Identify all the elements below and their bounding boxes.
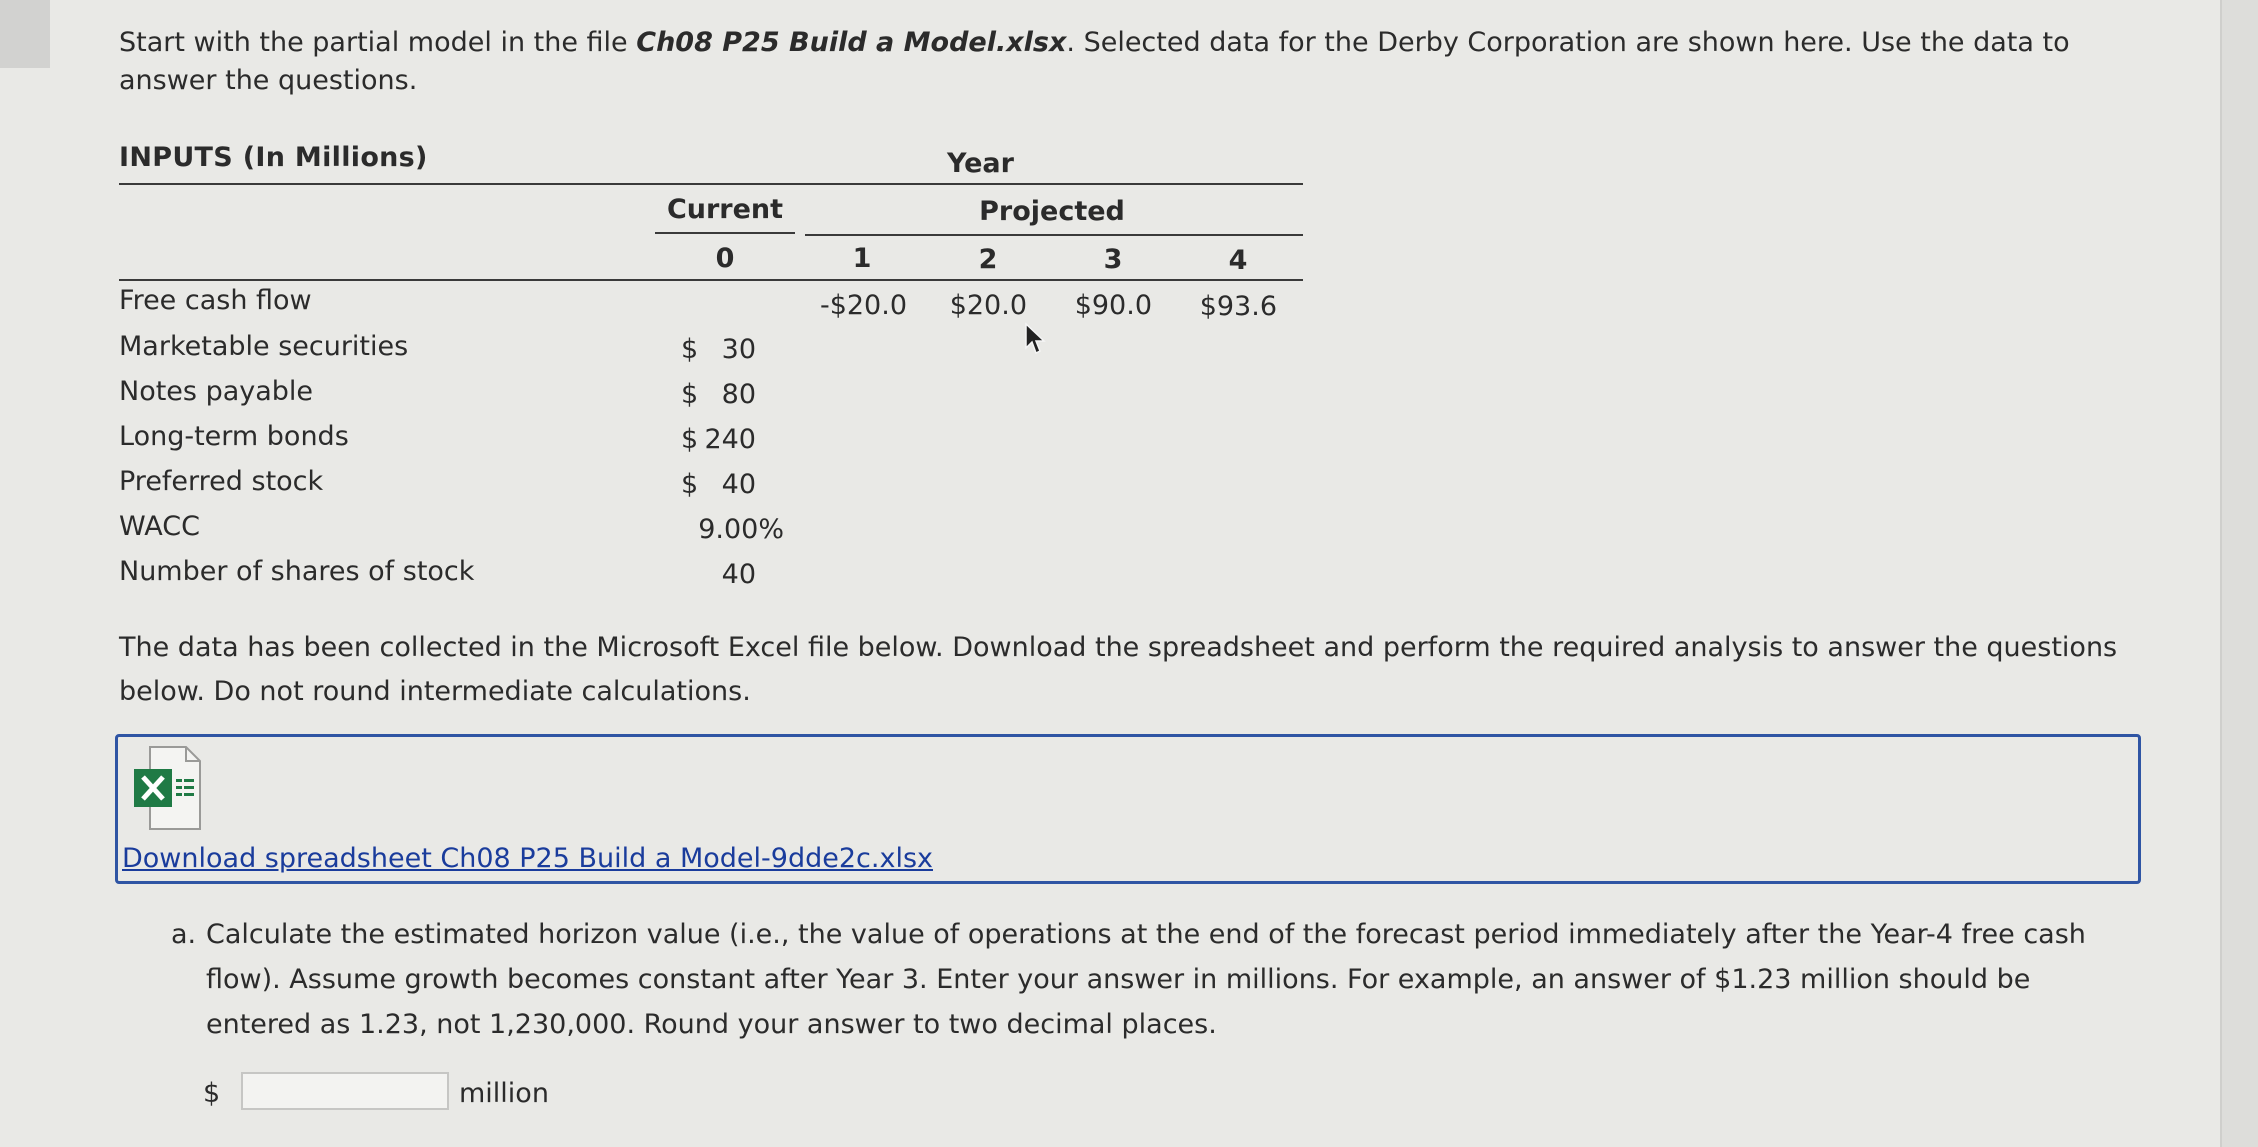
download-spreadsheet-link[interactable]: Download spreadsheet Ch08 P25 Build a Model-9dde2c.xlsx	[122, 843, 933, 874]
long-term-bonds-value: 240	[704, 424, 756, 455]
currency-symbol: $	[681, 379, 699, 410]
year-number: 0	[715, 243, 735, 274]
year-header: Year	[947, 148, 1014, 179]
currency-symbol: $	[681, 334, 699, 365]
year-number: 1	[852, 243, 872, 274]
row-label-notes-payable: Notes payable	[119, 376, 314, 407]
fcf-year-2: $20.0	[949, 290, 1027, 321]
notes-payable-value: 80	[721, 379, 756, 410]
year-number: 4	[1228, 245, 1248, 276]
fcf-year-1: -$20.0	[819, 290, 907, 321]
preferred-stock-value: 40	[721, 469, 756, 500]
mouse-pointer-icon	[1024, 322, 1046, 356]
question-text: Calculate the estimated horizon value (i.e., the value of operations at the end of the forecast period immediately after the Year-4 free cash flow). Assume growth becomes constant after Year 3. Enter your answer in millions. For example, an answer of $1.23 million should be entered as 1.23, not 1,230,000. Round your answer to two decimal places.	[206, 919, 2086, 1040]
excel-file-icon[interactable]	[132, 745, 202, 831]
fcf-year-4: $93.6	[1199, 291, 1277, 322]
answer-unit-label: million	[459, 1078, 549, 1109]
marketable-securities-value: 30	[721, 334, 756, 365]
wacc-value: 9.00%	[698, 514, 784, 545]
year-number: 3	[1103, 244, 1123, 275]
question-letter: a.	[171, 919, 197, 950]
shares-value: 40	[721, 559, 756, 590]
currency-symbol: $	[681, 424, 699, 455]
row-label-long-term-bonds: Long-term bonds	[119, 421, 349, 452]
table-rule	[805, 234, 1303, 236]
row-label-preferred-stock: Preferred stock	[119, 466, 324, 497]
model-filename: Ch08 P25 Build a Model.xlsx	[636, 27, 1067, 58]
row-label-marketable-securities: Marketable securities	[119, 331, 409, 362]
row-label-number-of-shares: Number of shares of stock	[119, 556, 475, 587]
fcf-year-3: $90.0	[1074, 290, 1152, 321]
table-rule	[119, 183, 1303, 185]
question-a	[171, 912, 2121, 1047]
instructions-text: The data has been collected in the Microsoft Excel file below. Download the spreadsheet and perform the required analysis to answer the questions below. Do not round intermediate calculations.	[119, 632, 2118, 707]
download-panel	[115, 734, 2141, 884]
scrollbar-track[interactable]	[2220, 0, 2258, 1147]
year-number: 2	[978, 244, 998, 275]
current-header: Current	[666, 194, 784, 225]
table-rule	[655, 232, 795, 234]
row-label-wacc: WACC	[119, 511, 200, 542]
inputs-table-title: INPUTS (In Millions)	[119, 142, 428, 173]
row-label-free-cash-flow: Free cash flow	[119, 285, 312, 316]
answer-currency-symbol: $	[203, 1078, 221, 1109]
table-rule	[119, 279, 1303, 281]
problem-intro: Start with the partial model in the file Ch08 P25 Build a Model.xlsx. Selected data for the Derby Corporation are shown here. Use the data to answer the questions.	[119, 27, 2070, 96]
horizon-value-input[interactable]	[241, 1072, 449, 1110]
projected-header: Projected	[979, 196, 1125, 227]
currency-symbol: $	[681, 469, 699, 500]
